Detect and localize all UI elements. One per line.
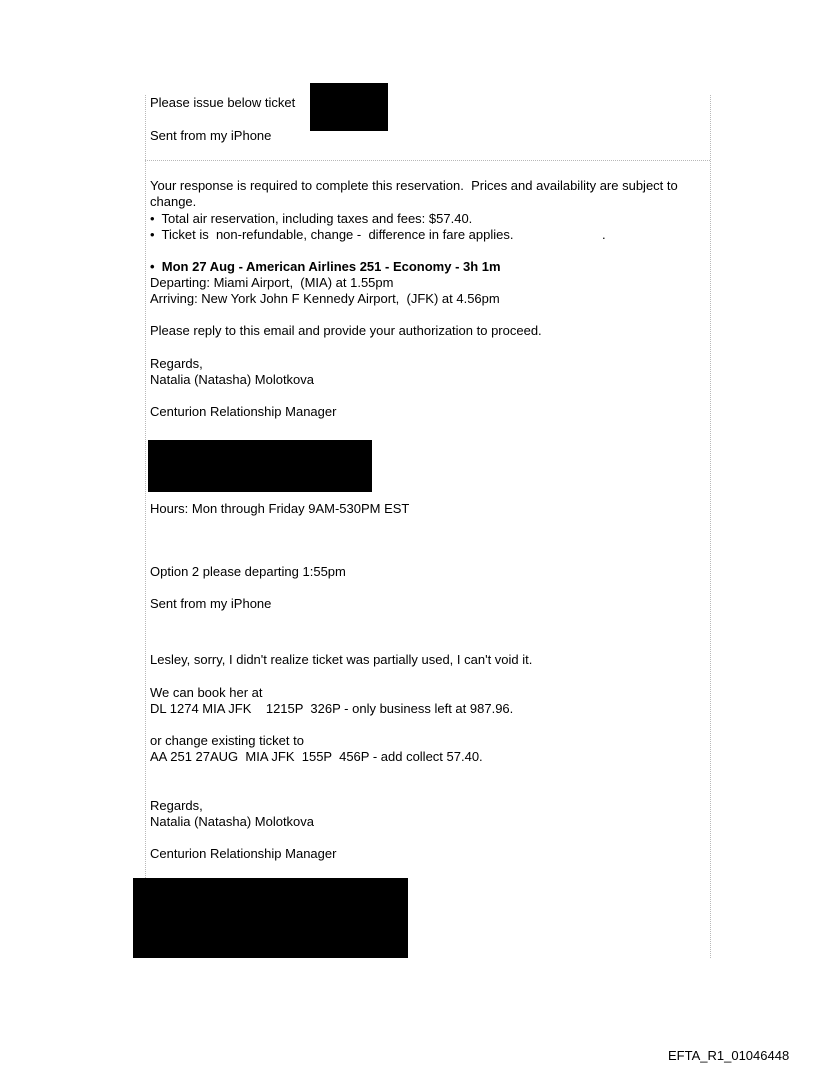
- hours-line: Hours: Mon through Friday 9AM-530PM EST: [150, 501, 410, 516]
- sender-name: Natalia (Natasha) Molotkova: [150, 372, 315, 387]
- sent-from-iphone: Sent from my iPhone: [150, 596, 272, 611]
- redaction-box: [133, 878, 408, 958]
- redaction-box: [148, 440, 372, 492]
- option-line: Option 2 please departing 1:55pm: [150, 564, 346, 579]
- authorization-request: Please reply to this email and provide your authorization to proceed.: [150, 323, 542, 338]
- redaction-box: [310, 83, 388, 131]
- arriving-line: Arriving: New York John F Kennedy Airport, (JFK) at 4.56pm: [150, 291, 500, 306]
- quote-divider-line: [145, 160, 710, 161]
- regards-line: Regards,: [150, 798, 203, 813]
- flight-summary: • Mon 27 Aug - American Airlines 251 - Economy - 3h 1m: [150, 259, 501, 274]
- booking-option-intro: We can book her at: [150, 685, 263, 700]
- sender-title: Centurion Relationship Manager: [150, 404, 337, 419]
- change-option-detail: AA 251 27AUG MIA JFK 155P 456P - add collect 57.40.: [150, 749, 483, 764]
- sent-from-iphone: Sent from my iPhone: [150, 128, 272, 143]
- bates-number: EFTA_R1_01046448: [668, 1048, 790, 1063]
- reply-text: Please issue below ticket: [150, 95, 296, 110]
- stray-dot: .: [602, 227, 606, 242]
- reservation-intro: Your response is required to complete this reservation. Prices and availability are subject to change.: [150, 178, 682, 209]
- bullet-total-fare: • Total air reservation, including taxes and fees: $57.40.: [150, 211, 473, 226]
- sender-title: Centurion Relationship Manager: [150, 846, 337, 861]
- quote-border-left: [145, 95, 146, 958]
- booking-option-detail: DL 1274 MIA JFK 1215P 326P - only business left at 987.96.: [150, 701, 514, 716]
- bullet-ticket-rules: • Ticket is non-refundable, change - difference in fare applies.: [150, 227, 514, 242]
- departing-line: Departing: Miami Airport, (MIA) at 1.55pm: [150, 275, 394, 290]
- sender-name: Natalia (Natasha) Molotkova: [150, 814, 315, 829]
- change-option-intro: or change existing ticket to: [150, 733, 304, 748]
- regards-line: Regards,: [150, 356, 203, 371]
- apology-line: Lesley, sorry, I didn't realize ticket was partially used, I can't void it.: [150, 652, 533, 667]
